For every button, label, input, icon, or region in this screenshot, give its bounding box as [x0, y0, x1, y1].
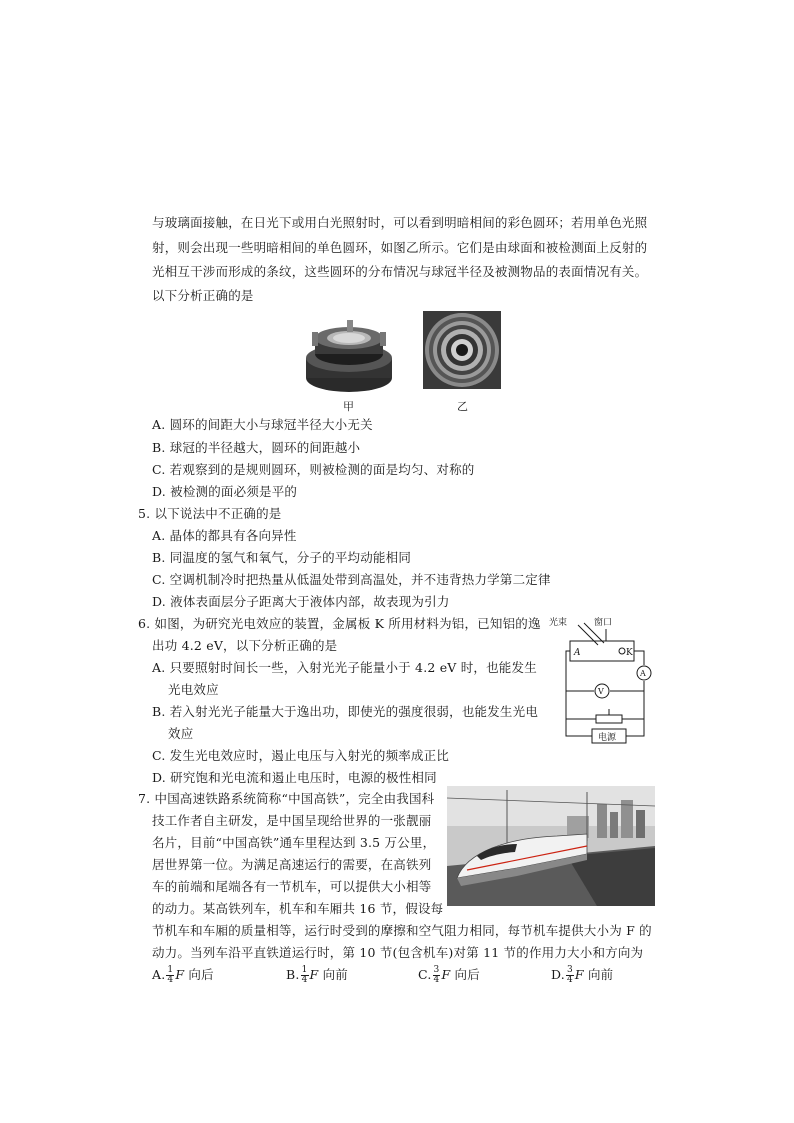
q5-option-c: C. 空调机制冷时把热量从低温处带到高温处，并不违背热力学第二定律	[152, 572, 551, 587]
plate-k-label: K	[626, 648, 633, 658]
q6-option-a: A. 只要照射时间长一些，入射光光子能量小于 4.2 eV 时，也能发生	[152, 660, 537, 675]
ammeter-label: A	[640, 669, 646, 678]
voltmeter-label: V	[598, 687, 604, 696]
q6-option-a-cont: 光电效应	[168, 682, 219, 697]
intro-line-1: 与玻璃面接触，在日光下或用白光照射时，可以看到明暗相间的彩色圆环；若用单色光照	[152, 215, 648, 230]
q7-option-d-fraction: $\frac{3}{4}$	[566, 965, 573, 985]
q7-line-7: 节机车和车厢的质量相等，运行时受到的摩擦和空气阻力相同，每节机车提供大小为 F 的	[152, 923, 652, 938]
q7-line-1: 7. 中国高速铁路系统简称“中国高铁”，完全由我国科	[138, 791, 435, 806]
intro-line-3: 光相互干涉而形成的条纹，这些圆环的分布情况与球冠半径及被测物品的表面情况有关。	[152, 264, 648, 279]
q7-line-3: 名片，目前“中国高铁”通车里程达到 3.5 万公里，	[152, 835, 436, 850]
q7-line-4: 居世界第一位。为满足高速运行的需要，在高铁列	[152, 857, 432, 872]
q7-line-2: 技工作者自主研发，是中国呈现给世界的一张靓丽	[152, 813, 432, 828]
figure-label-jia: 甲	[343, 400, 354, 413]
light-beam-label: 光束	[549, 618, 568, 628]
q6-stem-line-2: 出功 4.2 eV，以下分析正确的是	[152, 638, 338, 653]
q5-option-b: B. 同温度的氢气和氧气，分子的平均动能相同	[152, 550, 412, 565]
plate-a-label: A	[574, 648, 581, 658]
q5-stem: 5. 以下说法中不正确的是	[138, 506, 282, 521]
q4-option-d: D. 被检测的面必须是平的	[152, 484, 298, 499]
q7-line-6: 的动力。某高铁列车，机车和车厢共 16 节，假设每	[152, 901, 444, 916]
q4-option-c: C. 若观察到的是规则圆环，则被检测的面是均匀、对称的	[152, 462, 475, 477]
q6-option-b: B. 若入射光光子能量大于逸出功，即使光的强度很弱，也能发生光电	[152, 704, 539, 719]
q6-stem-line-1: 6. 如图，为研究光电效应的装置，金属板 K 所用材料为铝，已知铝的逸	[138, 616, 541, 631]
power-supply-label: 电源	[598, 733, 617, 743]
q6-option-b-cont: 效应	[168, 726, 194, 741]
photoelectric-circuit-diagram	[548, 613, 658, 745]
q4-option-b: B. 球冠的半径越大，圆环的间距越小	[152, 440, 361, 455]
intro-line-2: 射，则会出现一些明暗相间的单色圆环，如图乙所示。它们是由球面和被检测面上反射的	[152, 240, 648, 255]
q6-option-d: D. 研究饱和光电流和遏止电压时，电源的极性相同	[152, 770, 437, 785]
figure-label-yi: 乙	[457, 400, 468, 413]
q7-option-b: B. $\frac{1}{4}$ F 向前	[286, 965, 348, 985]
q7-line-8: 动力。当列车沿平直铁道运行时，第 10 节(包含机车)对第 11 节的作用力大小和方向为	[152, 945, 644, 960]
newton-ring-device-image	[303, 312, 395, 396]
q4-option-a: A. 圆环的间距大小与球冠半径大小无关	[152, 417, 373, 432]
q6-option-c: C. 发生光电效应时，遏止电压与入射光的频率成正比	[152, 748, 450, 763]
q7-option-b-fraction: $\frac{1}{4}$	[301, 965, 308, 985]
q5-option-a: A. 晶体的都具有各向异性	[152, 528, 297, 543]
q5-option-d: D. 液体表面层分子距离大于液体内部，故表现为引力	[152, 594, 450, 609]
q7-option-c: C. $\frac{3}{4}$ F 向后	[418, 965, 480, 985]
intro-line-4: 以下分析正确的是	[152, 288, 254, 303]
q7-option-a: A. $\frac{1}{4}$ F 向后	[152, 965, 214, 985]
interference-rings-image	[423, 311, 501, 389]
window-label: 窗口	[594, 618, 613, 628]
q7-line-5: 车的前端和尾端各有一节机车，可以提供大小相等	[152, 879, 432, 894]
q7-option-a-fraction: $\frac{1}{4}$	[167, 965, 174, 985]
high-speed-train-image	[447, 786, 655, 906]
q7-option-c-fraction: $\frac{3}{4}$	[433, 965, 440, 985]
q7-option-d: D. $\frac{3}{4}$ F 向前	[551, 965, 614, 985]
